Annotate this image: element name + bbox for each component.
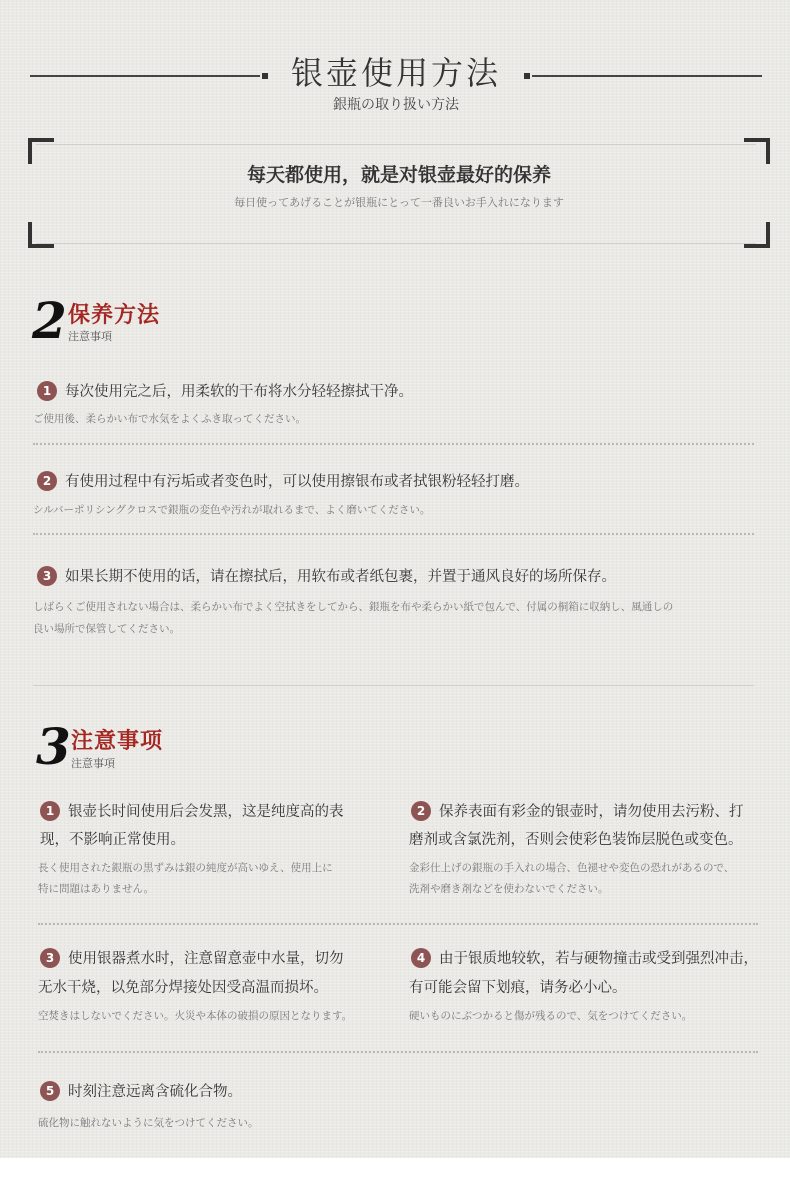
intro-subtitle: 毎日使ってあげることが银瓶にとって一番良いお手入れになります	[234, 196, 564, 209]
care-item-1	[37, 377, 413, 407]
care-item-2-jp: シルバーポリシングクロスで銀瓶の変色や汚れが取れるまで、よく磨いてください。	[33, 504, 431, 516]
notice-item-2-line1: 保养表面有彩金的银壶时，请勿使用去污粉、打	[439, 804, 744, 820]
notice-item-3-line1: 使用银器煮水时，注意留意壶中水量，切勿	[68, 951, 344, 967]
notice-item-2	[411, 797, 744, 827]
section-3-number: 3	[36, 717, 71, 776]
header-square-right	[524, 73, 530, 79]
notice-item-4-line1: 由于银质地较软，若与硬物撞击或受到强烈冲击，	[439, 951, 758, 967]
care-item-1-jp: ご使用後、柔らかい布で水気をよくふき取ってください。	[33, 413, 306, 425]
section-3-title: 注意事项	[71, 728, 164, 754]
notice-item-5-line1: 时刻注意远离含硫化合物。	[68, 1084, 242, 1100]
divider-dotted	[38, 1051, 758, 1053]
section-2-title: 保养方法	[68, 302, 161, 328]
section-3-subtitle: 注意事項	[71, 757, 115, 770]
notice-item-2-jp-line1: 金彩仕上げの銀瓶の手入れの場合、色褪せや変色の恐れがあるので、	[409, 862, 735, 874]
notice-item-4	[411, 944, 758, 974]
number-badge: 1	[37, 381, 57, 401]
notice-item-1-jp-line2: 特に問題はありません。	[38, 883, 155, 895]
page-subtitle: 銀瓶の取り扱い方法	[333, 97, 459, 113]
notice-item-1	[40, 797, 344, 827]
intro-title: 每天都使用，就是对银壶最好的保养	[246, 164, 551, 186]
care-item-3	[37, 562, 616, 592]
notice-item-3-line2: 无水干烧，以免部分焊接处因受高温而损坏。	[38, 980, 328, 996]
divider-dotted	[33, 443, 754, 445]
care-item-3-text: 如果长期不使用的话，请在擦拭后，用软布或者纸包裹，并置于通风良好的场所保存。	[65, 569, 616, 585]
bottom-strip	[0, 1158, 790, 1182]
number-badge: 4	[411, 948, 431, 968]
notice-item-3-jp: 空焚きはしないでください。火災や本体の破損の原因となります。	[38, 1010, 353, 1022]
notice-item-3	[40, 944, 344, 974]
notice-item-1-line1: 银壶长时间使用后会发黑，这是纯度高的表	[68, 804, 344, 820]
section-2-number: 2	[32, 291, 67, 350]
header-rule-left	[30, 75, 260, 77]
care-item-1-text: 每次使用完之后，用柔软的干布将水分轻轻擦拭干净。	[65, 384, 413, 400]
bracket-bottom-left	[28, 222, 54, 248]
notice-item-4-jp: 硬いものにぶつかると傷が残るので、気をつけてください。	[409, 1010, 693, 1022]
number-badge: 2	[411, 801, 431, 821]
section-2-subtitle: 注意事項	[68, 330, 112, 343]
care-item-3-jp-line2: 良い場所で保管してください。	[33, 623, 180, 635]
care-item-2	[37, 467, 529, 497]
notice-item-1-jp-line1: 長く使用された銀瓶の黒ずみは銀の純度が高いゆえ、使用上に	[38, 862, 333, 874]
number-badge: 3	[40, 948, 60, 968]
care-item-3-jp-line1: しばらくご使用されない場合は、柔らかい布でよく空拭きをしてから、銀瓶を布や柔らかい紙で包んで、付属の桐箱に収納し、風通しの	[33, 601, 674, 613]
notice-item-2-line2: 磨剂或含氯洗剂，否则会使彩色装饰层脱色或变色。	[409, 832, 743, 848]
number-badge: 5	[40, 1081, 60, 1101]
number-badge: 1	[40, 801, 60, 821]
notice-item-1-line2: 现，不影响正常使用。	[40, 832, 185, 848]
number-badge: 2	[37, 471, 57, 491]
number-badge: 3	[37, 566, 57, 586]
divider-dotted	[33, 533, 754, 535]
notice-item-4-line2: 有可能会留下划痕，请务必小心。	[409, 980, 627, 996]
divider-dotted	[38, 923, 758, 925]
section-divider	[33, 685, 754, 686]
bracket-bottom-right	[744, 222, 770, 248]
care-item-2-text: 有使用过程中有污垢或者变色时，可以使用擦银布或者拭银粉轻轻打磨。	[65, 474, 529, 490]
notice-item-5-jp: 硫化物に触れないように気をつけてください。	[38, 1117, 259, 1129]
header-square-left	[262, 73, 268, 79]
page-title: 银壶使用方法	[290, 54, 501, 92]
header-rule-right	[532, 75, 762, 77]
notice-item-2-jp-line2: 洗剤や磨き剤などを使わないでください。	[409, 883, 609, 895]
notice-item-5	[40, 1077, 242, 1107]
